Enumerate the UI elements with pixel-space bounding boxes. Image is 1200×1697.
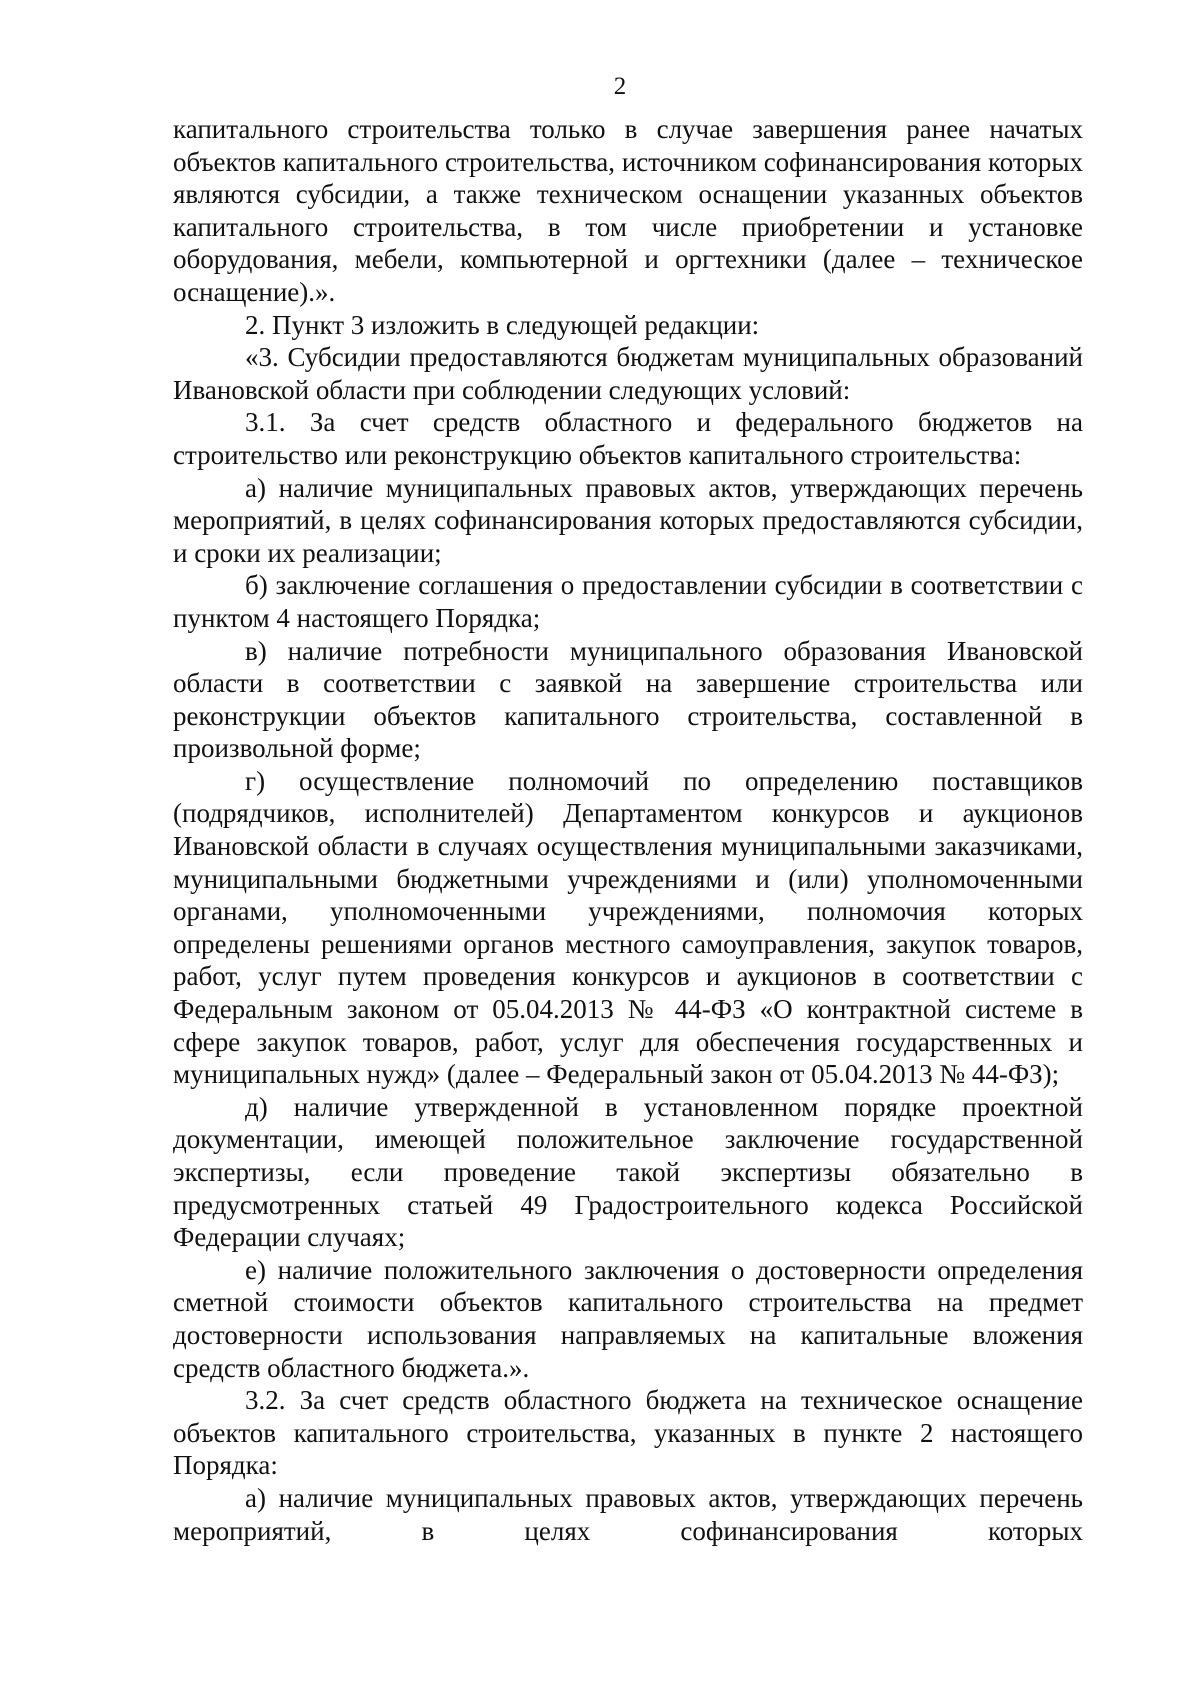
paragraph-clause-3: «3. Субсидии предоставляются бюджетам муниципальных образований Ивановской области при соблюдении следующих условий: bbox=[173, 342, 1083, 405]
document-body bbox=[173, 113, 1083, 1547]
paragraph-clause-3-1: 3.1. За счет средств областного и федерального бюджетов на строительство или реконструкцию объектов капитального строительства: bbox=[173, 407, 1083, 470]
paragraph-clause-3-1-b: б) заключение соглашения о предоставлении субсидии в соответствии с пунктом 4 настоящего Порядка; bbox=[173, 570, 1083, 633]
paragraph-clause-3-1-d: д) наличие утвержденной в установленном порядке проектной документации, имеющей положительное заключение государственной экспертизы, если проведение такой экспертизы обязательно в предусмотренных статьей 49 Градостроительного кодекса Российской Федерации случаях; bbox=[173, 1091, 1083, 1253]
paragraph-clause-3-1-g: г) осуществление полномочий по определению поставщиков (подрядчиков, исполнителей) Департаментом конкурсов и аукционов Ивановской области в случаях осуществления муниципальными заказчиками, муниципальными бюджетными учреждениями и (или) уполномоченными органами, уполномоченными учреждениями, полномочия которых определены решениями органов местного самоуправления, закупок товаров, работ, услуг путем проведения конкурсов и аукционов в соответствии с Федеральным законом от 05.04.2013 № 44-ФЗ «О контрактной системе в сфере закупок товаров, работ, услуг для обеспечения государственных и муниципальных нужд» (далее – Федеральный закон от 05.04.2013 № 44-ФЗ); bbox=[173, 765, 1083, 1090]
paragraph-clause-3-2-a: а) наличие муниципальных правовых актов, утверждающих перечень мероприятий, в целях софинансирования которых bbox=[173, 1482, 1083, 1546]
paragraph-clause-3-2: 3.2. За счет средств областного бюджета на техническое оснащение объектов капитального строительства, указанных в пункте 2 настоящего Порядка: bbox=[173, 1385, 1083, 1481]
paragraph-intro-continuation: капитального строительства только в случае завершения ранее начатых объектов капитального строительства, источником софинансирования которых являются субсидии, а также техническом оснащении указанных объектов капитального строительства, в том числе приобретении и установке оборудования, мебели, компьютерной и оргтехники (далее – техническое оснащение).». bbox=[173, 114, 1083, 307]
page-number: 2 bbox=[613, 73, 627, 100]
paragraph-item-2: 2. Пункт 3 изложить в следующей редакции: bbox=[245, 309, 760, 340]
paragraph-clause-3-1-e: е) наличие положительного заключения о достоверности определения сметной стоимости объектов капитального строительства на предмет достоверности использования направляемых на капитальные вложения средств областного бюджета.». bbox=[173, 1254, 1083, 1383]
paragraph-clause-3-1-v: в) наличие потребности муниципального образования Ивановской области в соответствии с заявкой на завершение строительства или реконструкции объектов капитального строительства, составленной в произвольной форме; bbox=[173, 635, 1083, 764]
paragraph-clause-3-1-a: а) наличие муниципальных правовых актов, утверждающих перечень мероприятий, в целях софинансирования которых предоставляются субсидии, и сроки их реализации; bbox=[173, 472, 1083, 568]
